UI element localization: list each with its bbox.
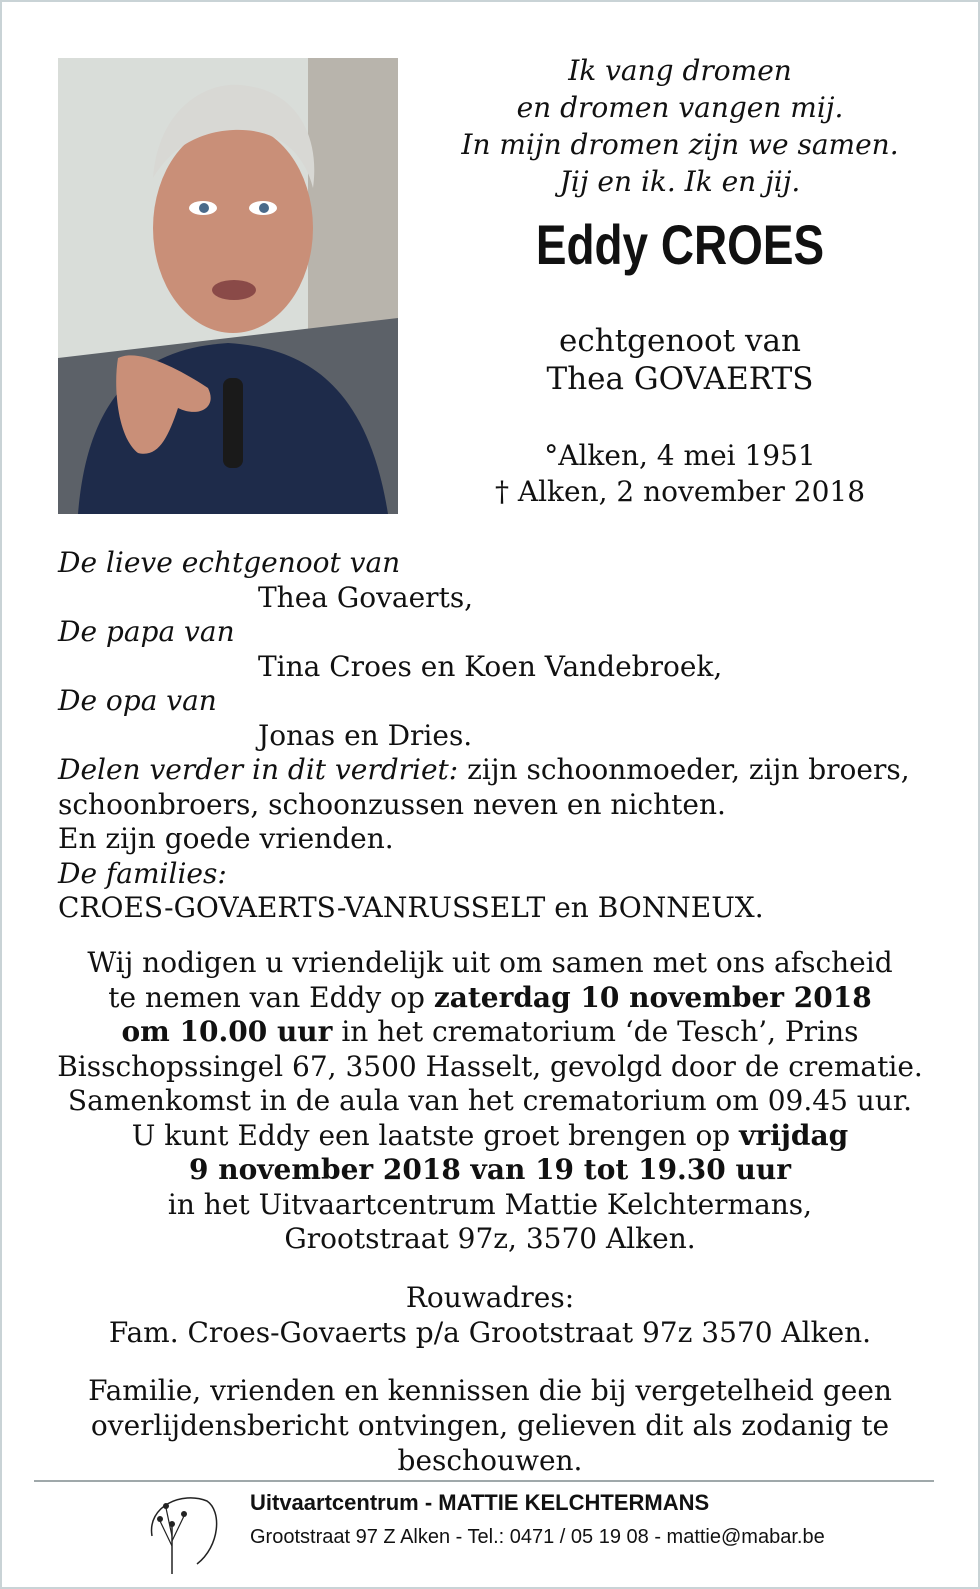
spouse-label: echtgenoot van	[559, 323, 801, 359]
invite-line: Bisschopssingel 67, 3500 Hasselt, gevolgd door de crematie.	[57, 1049, 923, 1083]
others-line	[58, 753, 938, 788]
notice-line: Familie, vrienden en kennissen die bij vergetelheid geen	[88, 1374, 892, 1407]
life-dates	[430, 438, 930, 510]
invite-text: te nemen van Eddy op	[108, 980, 434, 1014]
children-label: De papa van	[58, 615, 235, 648]
invite-line	[40, 981, 940, 1016]
families-label: De families:	[58, 856, 227, 890]
invite-line	[40, 1119, 940, 1154]
invite-text: in het crematorium ‘de Tesch’, Prins	[332, 1015, 859, 1048]
poem	[430, 52, 930, 200]
flower-logo-icon	[142, 1486, 222, 1576]
footer-divider	[34, 1480, 934, 1482]
spouse-relation-name: Thea Govaerts,	[258, 580, 474, 614]
address-value: Fam. Croes-Govaerts p/a Grootstraat 97z 3570 Alken.	[108, 1316, 872, 1349]
invite-line	[40, 1153, 940, 1188]
families-names: CROES-GOVAERTS-VANRUSSELT en BONNEUX.	[58, 891, 764, 924]
invite-line	[40, 1015, 940, 1050]
family-list	[58, 546, 938, 926]
notice-line: overlijdensbericht ontvingen, gelieven dit als zodanig te	[90, 1409, 890, 1442]
viewing-datetime: 9 november 2018 van 19 tot 19.30 uur	[189, 1153, 791, 1186]
grandchildren-names: Jonas en Dries.	[258, 718, 473, 752]
spouse-name: Thea GOVAERTS	[546, 361, 814, 397]
notice-line: beschouwen.	[397, 1444, 583, 1477]
spouse-block	[430, 322, 930, 398]
birth-date: °Alken, 4 mei 1951	[544, 439, 816, 472]
poem-line: Jij en ik. Ik en jij.	[559, 165, 801, 198]
invite-line: Grootstraat 97z, 3570 Alken.	[284, 1222, 696, 1255]
footer-title: Uitvaartcentrum - MATTIE KELCHTERMANS	[250, 1490, 710, 1515]
poem-line: Ik vang dromen	[568, 54, 792, 87]
grandchildren-label: De opa van	[58, 684, 217, 717]
deceased-name: Eddy CROES	[535, 213, 825, 276]
viewing-day: vrijdag	[739, 1118, 849, 1152]
others-line-2: schoonbroers, schoonzussen neven en nichten.	[58, 787, 726, 821]
ceremony-date: zaterdag 10 november 2018	[433, 980, 872, 1014]
mourning-address	[40, 1280, 940, 1350]
invitation-text	[40, 946, 940, 1257]
address-label: Rouwadres:	[405, 1281, 575, 1314]
friends-line: En zijn goede vrienden.	[58, 822, 394, 855]
invite-line: Samenkomst in de aula van het crematorium om 09.45 uur.	[67, 1084, 913, 1117]
others-text: zijn schoonmoeder, zijn broers,	[458, 753, 910, 786]
invite-line: in het Uitvaartcentrum Mattie Kelchtermans,	[167, 1187, 813, 1221]
ceremony-time: om 10.00 uur	[121, 1015, 333, 1048]
poem-line: en dromen vangen mij.	[516, 91, 844, 124]
footer-contact: Grootstraat 97 Z Alken - Tel.: 0471 / 05 19 08 - mattie@mabar.be	[250, 1526, 825, 1548]
spouse-relation-label: De lieve echtgenoot van	[58, 546, 401, 579]
invite-line: Wij nodigen u vriendelijk uit om samen met ons afscheid	[87, 946, 893, 979]
portrait-photo	[58, 58, 398, 514]
death-date: † Alken, 2 november 2018	[494, 475, 866, 508]
children-names: Tina Croes en Koen Vandebroek,	[258, 649, 723, 683]
invite-text: U kunt Eddy een laatste groet brengen op	[131, 1118, 740, 1152]
others-label: Delen verder in dit verdriet:	[58, 753, 459, 786]
poem-line: In mijn dromen zijn we samen.	[461, 128, 899, 161]
notice-text	[40, 1373, 940, 1478]
